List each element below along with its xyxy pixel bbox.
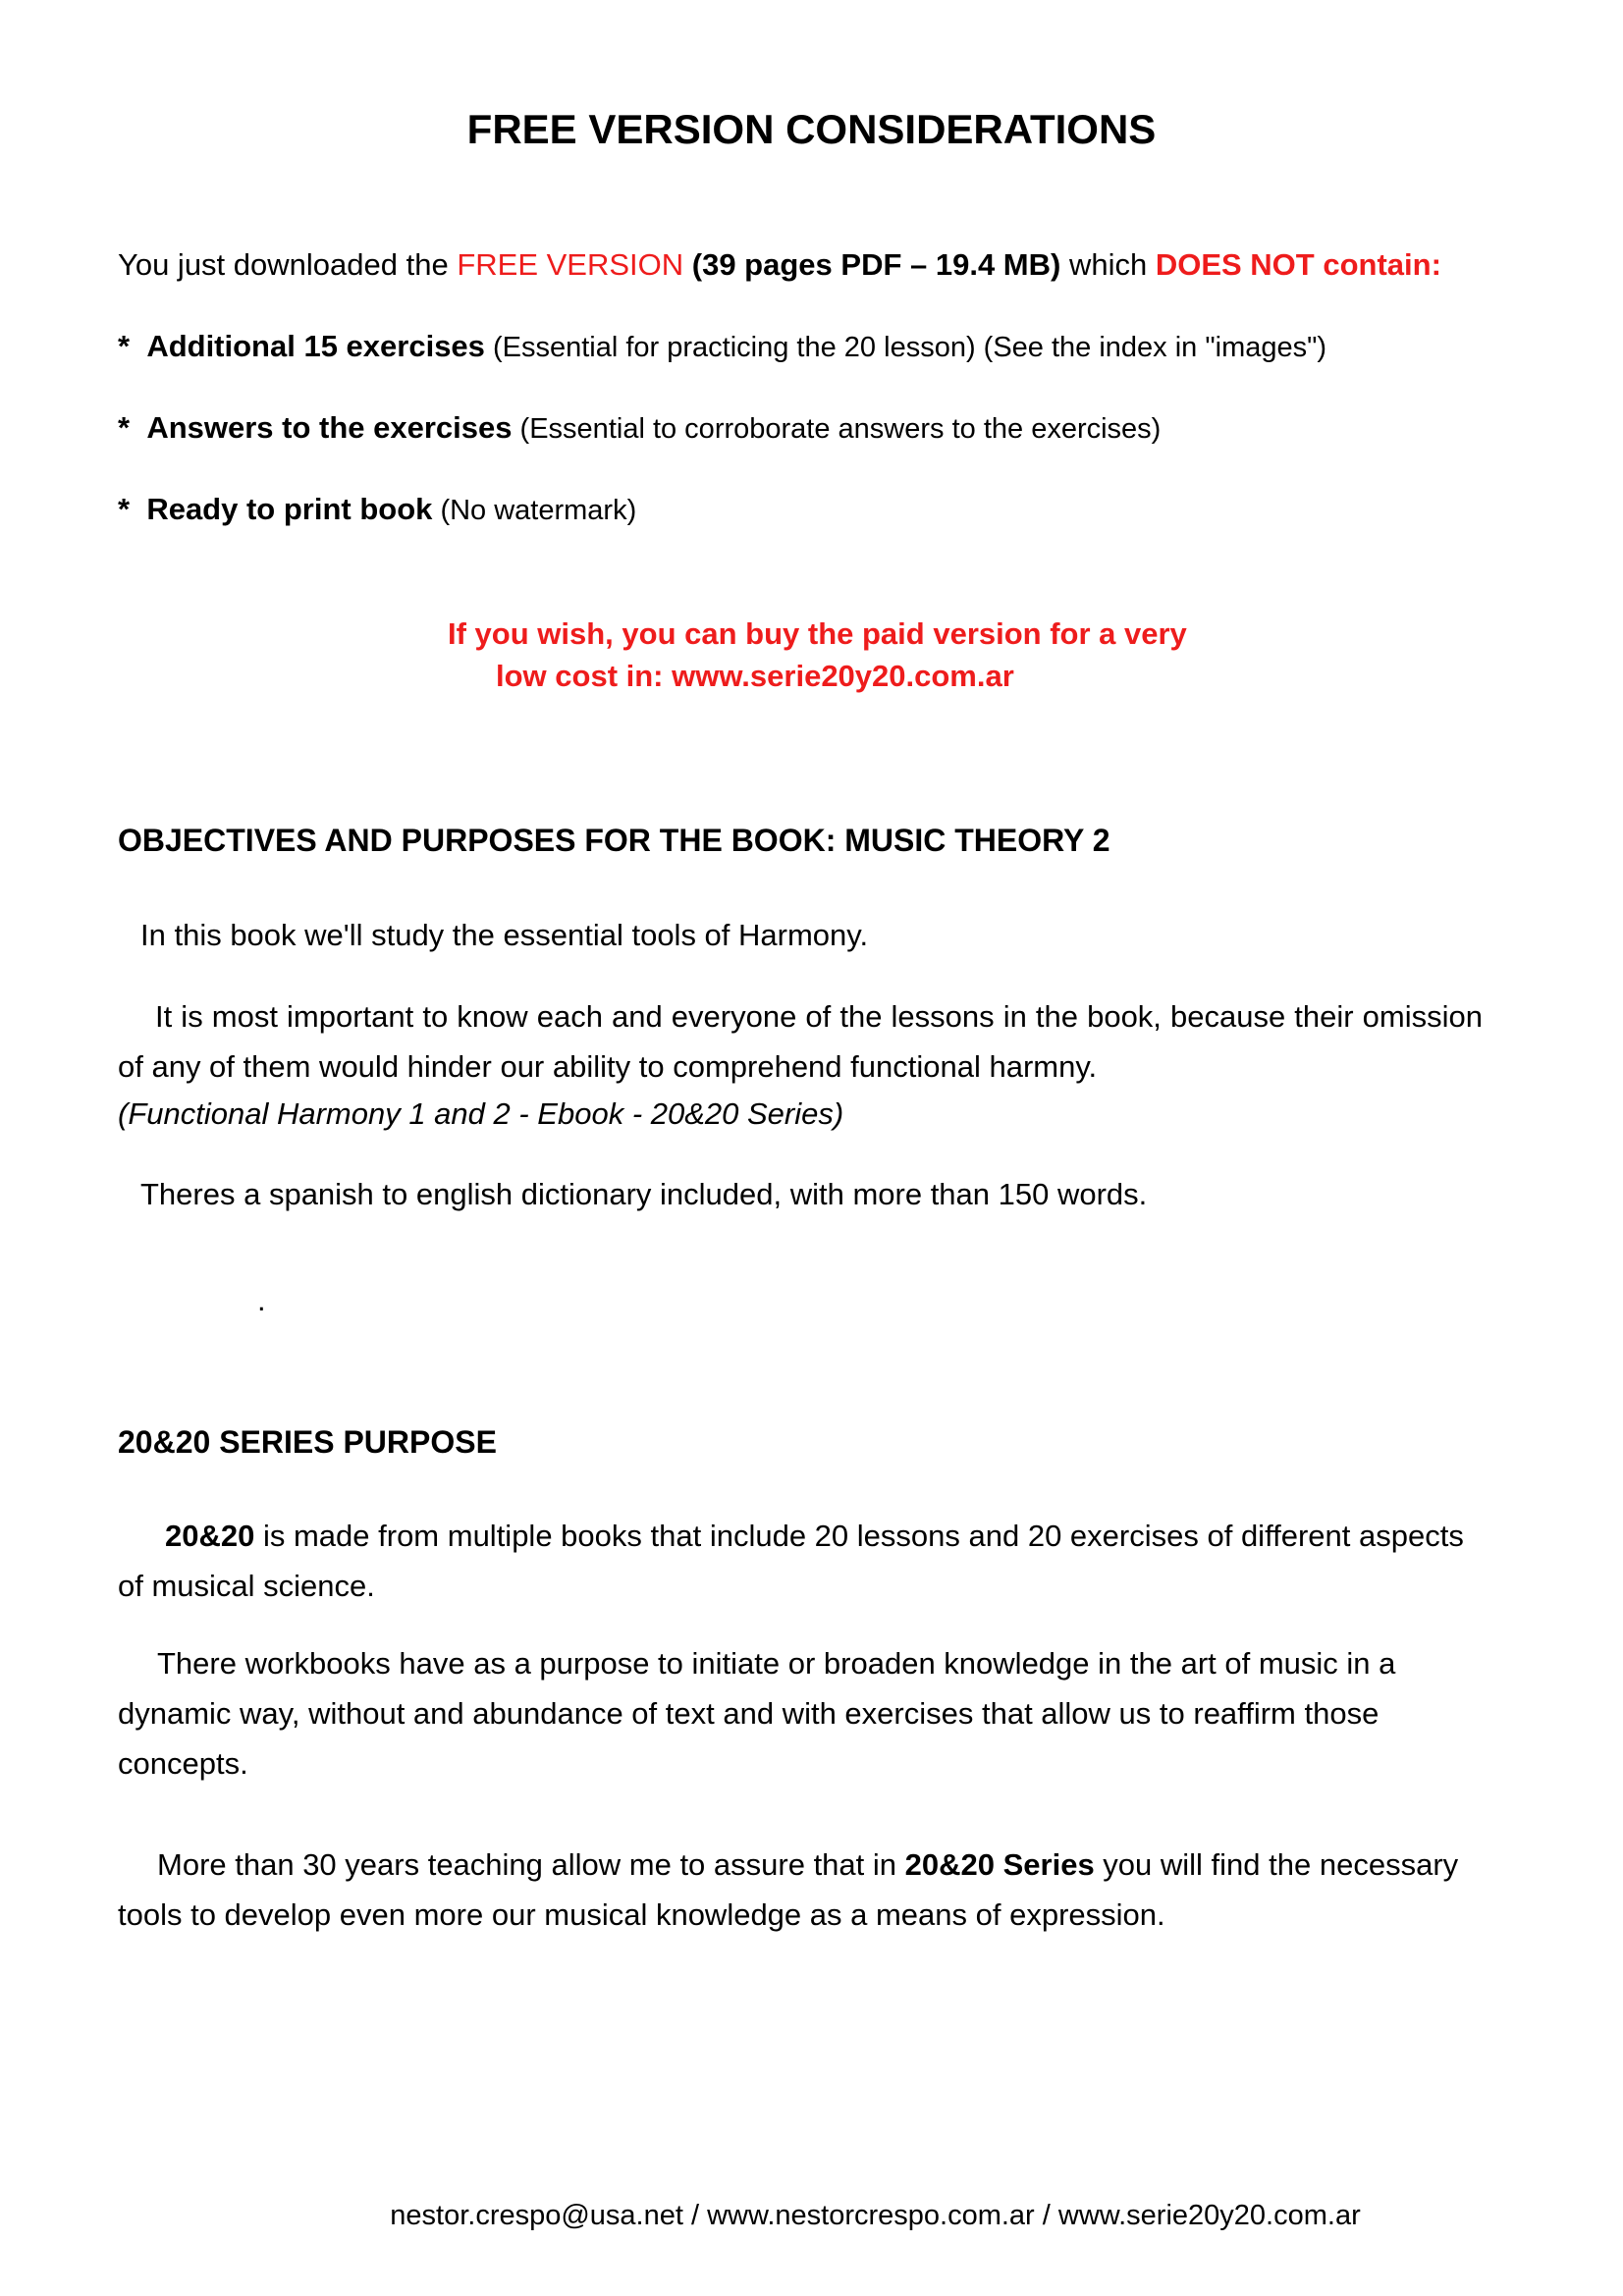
bullet-note: (No watermark)	[432, 495, 637, 526]
free-version-label: FREE VERSION	[457, 247, 684, 282]
objectives-paragraph-2	[118, 991, 1483, 1092]
bullet-item	[118, 322, 1326, 372]
series-heading: 20&20 SERIES PURPOSE	[118, 1424, 497, 1460]
page-title: FREE VERSION CONSIDERATIONS	[466, 106, 1157, 152]
bullet-note: (Essential for practicing the 20 lesson) (See the index in "images")	[484, 332, 1327, 363]
file-size-label: (39 pages PDF – 19.4 MB)	[691, 247, 1061, 282]
objectives-reference: (Functional Harmony 1 and 2 - Ebook - 20&20 Series)	[118, 1096, 844, 1131]
series-paragraph-2	[118, 1638, 1483, 1789]
bullet-item	[118, 403, 1161, 454]
does-not-contain-label: DOES NOT contain:	[1155, 247, 1441, 282]
bullet-star: *	[118, 329, 131, 363]
intro-line	[118, 240, 1441, 290]
offer-line-2: low cost in: www.serie20y20.com.ar	[496, 659, 1014, 693]
objectives-paragraph-3: Theres a spanish to english dictionary included, with more than 150 words.	[140, 1177, 1148, 1211]
footer-contact: nestor.crespo@usa.net / www.nestorcrespo.com.ar / www.serie20y20.com.ar	[390, 2200, 1361, 2231]
bullet-bold-text: Additional 15 exercises	[146, 329, 485, 363]
bullet-bold-text: Answers to the exercises	[146, 410, 513, 445]
series-paragraph-3-text-a: More than 30 years teaching allow me to assure that in	[157, 1847, 905, 1882]
bullet-bold-text: Ready to print book	[146, 492, 433, 526]
series-paragraph-3	[118, 1840, 1483, 1940]
intro-text-1: You just downloaded the	[118, 247, 458, 282]
bullet-item	[118, 485, 636, 535]
intro-text-2	[683, 247, 692, 282]
bullet-star: *	[118, 410, 131, 445]
objectives-paragraph-2-text: It is most important to know each and everyone of the lessons in the book, because their omission of any of them would hinder our ability to comprehend functional harmny.	[118, 999, 1483, 1084]
offer-line-1: If you wish, you can buy the paid version for a very	[448, 616, 1187, 651]
series-paragraph-1-text: is made from multiple books that include 20 lessons and 20 exercises of different aspects of musical science.	[118, 1519, 1464, 1603]
intro-text-3: which	[1060, 247, 1156, 282]
stray-dot: .	[257, 1283, 266, 1317]
series-paragraph-3-text-b: you will find the necessary tools to develop even more our musical knowledge as a means of expression.	[118, 1847, 1459, 1932]
series-paragraph-3-bold: 20&20 Series	[904, 1847, 1095, 1882]
series-paragraph-1	[118, 1511, 1483, 1611]
series-name-bold: 20&20	[165, 1519, 255, 1553]
bullet-note: (Essential to corroborate answers to the exercises)	[512, 413, 1162, 445]
objectives-heading: OBJECTIVES AND PURPOSES FOR THE BOOK: MUSIC THEORY 2	[118, 823, 1110, 858]
bullet-star: *	[118, 492, 131, 526]
objectives-paragraph-1: In this book we'll study the essential tools of Harmony.	[140, 918, 869, 952]
series-paragraph-2-text: There workbooks have as a purpose to initiate or broaden knowledge in the art of music in a dynamic way, without and abundance of text and with exercises that allow us to reaffirm those concepts.	[118, 1646, 1396, 1781]
